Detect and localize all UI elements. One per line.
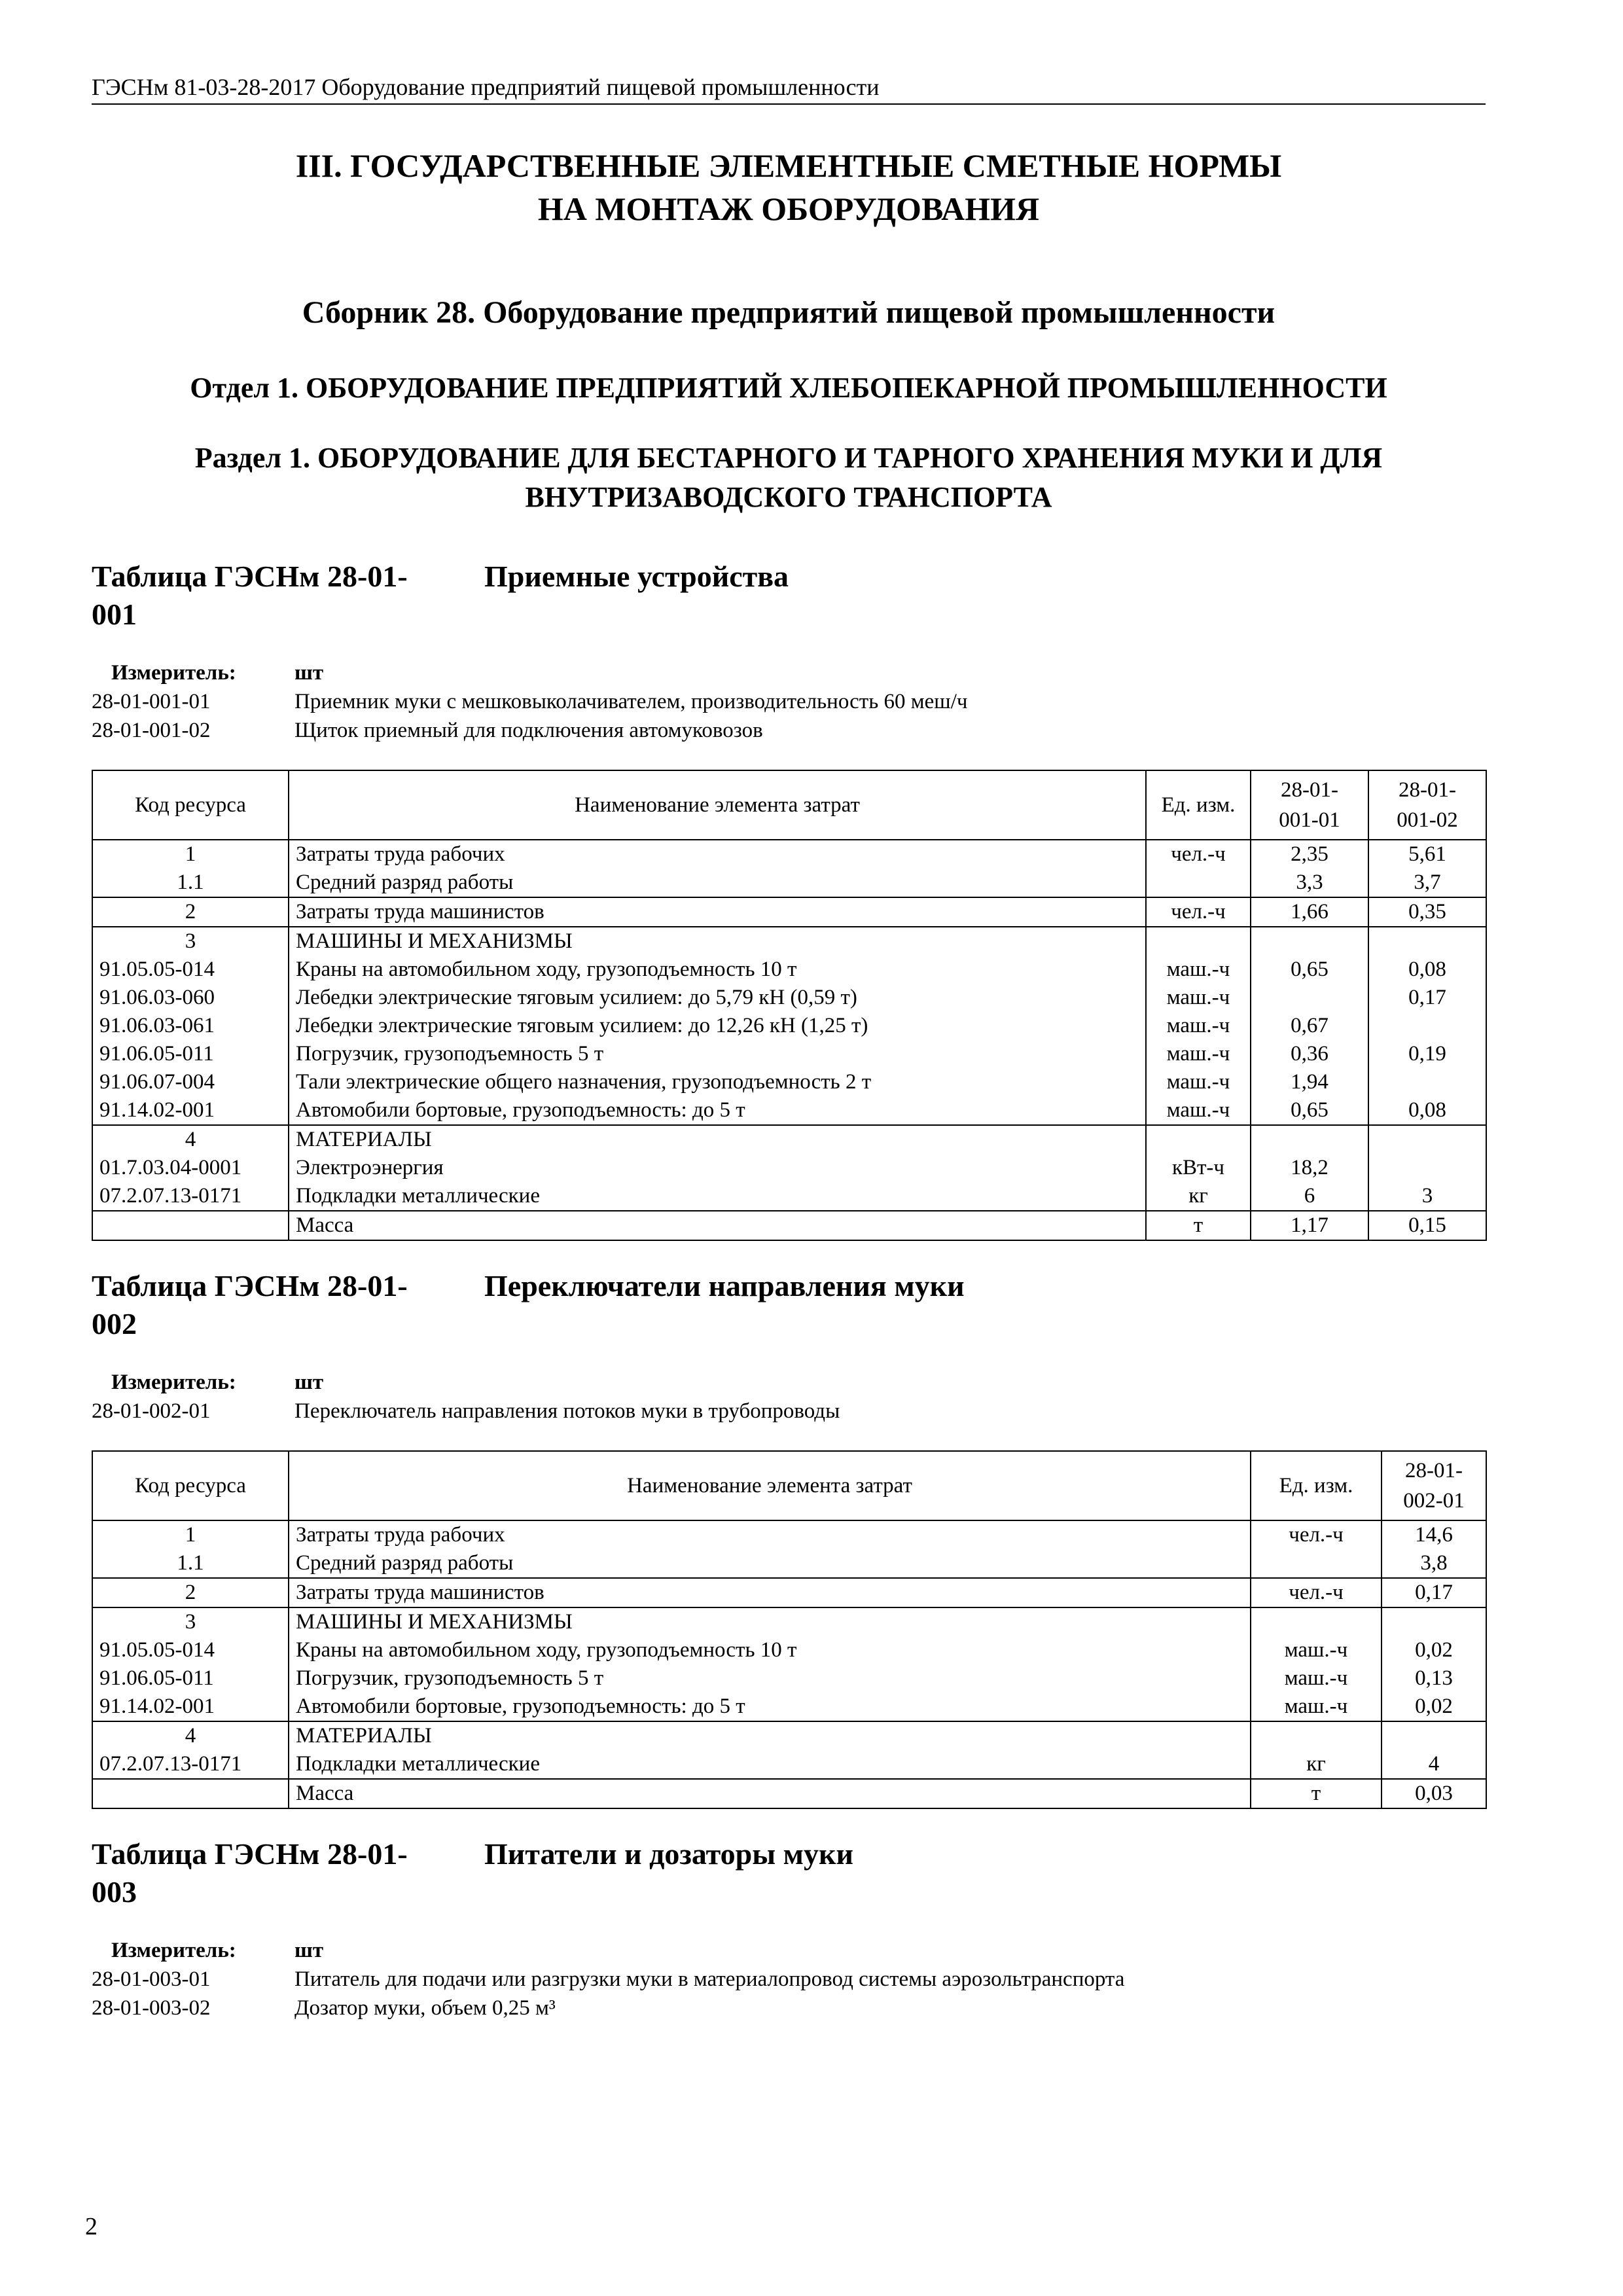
cell-value: 0,19	[1368, 1040, 1486, 1068]
cell-unit	[1146, 1125, 1251, 1154]
table-row	[92, 1520, 1486, 1549]
table-row	[92, 1693, 1486, 1721]
cell-unit	[1146, 927, 1251, 956]
table-2-name: Переключатели направления муки	[484, 1269, 965, 1302]
cell-value: 14,6	[1382, 1520, 1486, 1549]
cell-code: 1.1	[92, 1549, 289, 1578]
col-code-header: Код ресурса	[92, 770, 289, 840]
table-row	[92, 1125, 1486, 1154]
cell-name: Затраты труда рабочих	[289, 840, 1146, 869]
col-unit-header: Ед. изм.	[1251, 1451, 1382, 1520]
cell-name: Затраты труда машинистов	[289, 897, 1146, 927]
running-header: ГЭСНм 81-03-28-2017 Оборудование предприятий пищевой промышленности	[92, 72, 1486, 105]
table-row	[92, 1096, 1486, 1125]
cell-value	[1251, 984, 1368, 1012]
cell-name: Погрузчик, грузоподъемность 5 т	[289, 1664, 1251, 1693]
norm-item-text: Питатель для подачи или разгрузки муки в материалопровод системы аэрозольтранспорта	[294, 1967, 1125, 1991]
main-title-line-2: НА МОНТАЖ ОБОРУДОВАНИЯ	[537, 190, 1040, 227]
cell-name: Затраты труда машинистов	[289, 1578, 1251, 1607]
cell-value: 0,08	[1368, 956, 1486, 984]
cell-name: Средний разряд работы	[289, 1549, 1251, 1578]
cell-value: 2,35	[1251, 840, 1368, 869]
cell-value: 0,65	[1251, 956, 1368, 984]
col-name-header: Наименование элемента затрат	[289, 1451, 1251, 1520]
cell-unit: т	[1146, 1211, 1251, 1240]
cell-value: 3,8	[1382, 1549, 1486, 1578]
cell-unit	[1251, 1607, 1382, 1636]
cell-unit	[1251, 1549, 1382, 1578]
cell-value	[1382, 1721, 1486, 1750]
cell-value: 0,65	[1251, 1096, 1368, 1125]
norm-item	[92, 1994, 1486, 2022]
cell-unit: кг	[1146, 1182, 1251, 1211]
cell-unit: чел.-ч	[1251, 1520, 1382, 1549]
meter-label: Измеритель:	[111, 1939, 236, 1962]
norm-item-text: Переключатель направления потоков муки в трубопроводы	[294, 1399, 840, 1423]
meter-unit: шт	[294, 1939, 324, 1962]
norm-item-text: Дозатор муки, объем 0,25 м³	[294, 1996, 556, 2020]
cell-value: 3,3	[1251, 869, 1368, 897]
cell-unit	[1146, 869, 1251, 897]
cell-value: 0,17	[1382, 1578, 1486, 1607]
table-row	[92, 1040, 1486, 1068]
cell-code: 3	[92, 1607, 289, 1636]
table-row	[92, 1154, 1486, 1182]
cell-name: Электроэнергия	[289, 1154, 1146, 1182]
cell-name: Масса	[289, 1779, 1251, 1808]
col-name-header: Наименование элемента затрат	[289, 770, 1146, 840]
table-2-meter	[92, 1368, 1486, 1426]
norm-item-code: 28-01-002-01	[92, 1399, 211, 1423]
table-2-code	[92, 1267, 484, 1343]
cell-code: 1.1	[92, 869, 289, 897]
cell-value: 0,03	[1382, 1779, 1486, 1808]
table-row	[92, 1012, 1486, 1040]
cell-unit: чел.-ч	[1146, 840, 1251, 869]
table-row	[92, 869, 1486, 897]
cell-unit: маш.-ч	[1146, 1012, 1251, 1040]
table-row	[92, 1578, 1486, 1607]
col-norm-header: 28-01- 001-01	[1251, 770, 1368, 840]
table-3-heading	[92, 1835, 1486, 1911]
norm-item	[92, 687, 1486, 716]
cell-code: 91.06.03-060	[92, 984, 289, 1012]
norm-item	[92, 1965, 1486, 1994]
table-row	[92, 1182, 1486, 1211]
cell-unit: маш.-ч	[1146, 956, 1251, 984]
cell-code: 91.06.03-061	[92, 1012, 289, 1040]
cell-name: Затраты труда рабочих	[289, 1520, 1251, 1549]
cell-code: 07.2.07.13-0171	[92, 1182, 289, 1211]
norm-item	[92, 1397, 1486, 1426]
norm-item-code: 28-01-003-02	[92, 1996, 211, 2020]
cell-value: 0,13	[1382, 1664, 1486, 1693]
cell-code: 91.06.07-004	[92, 1068, 289, 1096]
cell-code: 2	[92, 1578, 289, 1607]
table-1-code	[92, 558, 484, 634]
table-row	[92, 1549, 1486, 1578]
table-row	[92, 1607, 1486, 1636]
meter-unit: шт	[294, 1371, 324, 1394]
table-row	[92, 840, 1486, 869]
table-2-code-line-1: Таблица ГЭСНм 28-01-	[92, 1269, 408, 1302]
table-2-code-line-2: 002	[92, 1307, 137, 1340]
cell-name: МАШИНЫ И МЕХАНИЗМЫ	[289, 927, 1146, 956]
cell-code: 91.06.05-011	[92, 1040, 289, 1068]
table-row	[92, 897, 1486, 927]
norm-item-text: Щиток приемный для подключения автомуковозов	[294, 719, 763, 742]
table-1-heading	[92, 558, 1486, 634]
cell-value: 0,17	[1368, 984, 1486, 1012]
table-3-code-line-2: 003	[92, 1875, 137, 1909]
table-3-name: Питатели и дозаторы муки	[484, 1837, 853, 1871]
table-2-heading	[92, 1267, 1486, 1343]
cell-unit: кг	[1251, 1750, 1382, 1779]
table-row	[92, 1211, 1486, 1240]
cell-name: Средний разряд работы	[289, 869, 1146, 897]
cell-value: 1,17	[1251, 1211, 1368, 1240]
cell-code: 1	[92, 840, 289, 869]
table-3-code-line-1: Таблица ГЭСНм 28-01-	[92, 1837, 408, 1871]
cell-unit: маш.-ч	[1251, 1664, 1382, 1693]
cell-value: 1,66	[1251, 897, 1368, 927]
cell-value: 1,94	[1251, 1068, 1368, 1096]
cell-value: 6	[1251, 1182, 1368, 1211]
cell-value: 0,08	[1368, 1096, 1486, 1125]
cell-unit: маш.-ч	[1146, 984, 1251, 1012]
cell-value: 4	[1382, 1750, 1486, 1779]
cell-code: 2	[92, 897, 289, 927]
cell-code: 01.7.03.04-0001	[92, 1154, 289, 1182]
col-code-header: Код ресурса	[92, 1451, 289, 1520]
cell-value	[1368, 1012, 1486, 1040]
cell-unit: маш.-ч	[1146, 1040, 1251, 1068]
col-norm-header: 28-01- 001-02	[1368, 770, 1486, 840]
cell-code	[92, 1211, 289, 1240]
table-1-code-line-1: Таблица ГЭСНм 28-01-	[92, 560, 408, 593]
col-norm-header: 28-01- 002-01	[1382, 1451, 1486, 1520]
cell-value: 0,15	[1368, 1211, 1486, 1240]
table-row	[92, 1636, 1486, 1664]
cell-value: 3,7	[1368, 869, 1486, 897]
col-unit-header: Ед. изм.	[1146, 770, 1251, 840]
table-3-meter	[92, 1936, 1486, 2022]
cell-code: 4	[92, 1125, 289, 1154]
main-title	[92, 144, 1486, 230]
cell-value: 0,02	[1382, 1636, 1486, 1664]
table-1-code-line-2: 001	[92, 598, 137, 631]
cell-code: 07.2.07.13-0171	[92, 1750, 289, 1779]
norm-item-code: 28-01-001-01	[92, 690, 211, 713]
cell-name: Погрузчик, грузоподъемность 5 т	[289, 1040, 1146, 1068]
cell-code: 91.14.02-001	[92, 1693, 289, 1721]
cell-name: Краны на автомобильном ходу, грузоподъемность 10 т	[289, 1636, 1251, 1664]
meter-unit: шт	[294, 661, 324, 685]
cell-name: Лебедки электрические тяговым усилием: до 5,79 кН (0,59 т)	[289, 984, 1146, 1012]
cell-code: 1	[92, 1520, 289, 1549]
section-title-line-1: Раздел 1. ОБОРУДОВАНИЕ ДЛЯ БЕСТАРНОГО И ТАРНОГО ХРАНЕНИЯ МУКИ И ДЛЯ	[194, 442, 1383, 474]
cell-name: Подкладки металлические	[289, 1182, 1146, 1211]
norm-item-code: 28-01-001-02	[92, 719, 211, 742]
page-number: 2	[85, 2213, 98, 2240]
collection-title: Сборник 28. Оборудование предприятий пищевой промышленности	[302, 295, 1275, 330]
cell-unit: кВт-ч	[1146, 1154, 1251, 1182]
table-1-meter	[92, 658, 1486, 745]
cell-value: 5,61	[1368, 840, 1486, 869]
cell-unit: чел.-ч	[1146, 897, 1251, 927]
cell-code: 91.14.02-001	[92, 1096, 289, 1125]
cell-name: МАТЕРИАЛЫ	[289, 1125, 1146, 1154]
table-1	[92, 770, 1487, 1241]
cell-unit: чел.-ч	[1251, 1578, 1382, 1607]
cell-unit: маш.-ч	[1251, 1636, 1382, 1664]
cell-code	[92, 1779, 289, 1808]
cell-code: 4	[92, 1721, 289, 1750]
cell-name: Масса	[289, 1211, 1146, 1240]
table-2	[92, 1450, 1487, 1809]
table-row	[92, 956, 1486, 984]
cell-value: 0,67	[1251, 1012, 1368, 1040]
table-row	[92, 984, 1486, 1012]
cell-value: 0,36	[1251, 1040, 1368, 1068]
cell-name: Тали электрические общего назначения, грузоподъемность 2 т	[289, 1068, 1146, 1096]
cell-name: Краны на автомобильном ходу, грузоподъемность 10 т	[289, 956, 1146, 984]
cell-value: 0,35	[1368, 897, 1486, 927]
norm-item-code: 28-01-003-01	[92, 1967, 211, 1991]
cell-name: Лебедки электрические тяговым усилием: до 12,26 кН (1,25 т)	[289, 1012, 1146, 1040]
cell-value	[1382, 1607, 1486, 1636]
table-row	[92, 927, 1486, 956]
cell-value	[1368, 1154, 1486, 1182]
cell-code: 91.05.05-014	[92, 1636, 289, 1664]
cell-value	[1251, 927, 1368, 956]
table-row	[92, 1721, 1486, 1750]
cell-name: МАШИНЫ И МЕХАНИЗМЫ	[289, 1607, 1251, 1636]
cell-unit: маш.-ч	[1251, 1693, 1382, 1721]
table-row	[92, 1750, 1486, 1779]
table-row	[92, 1779, 1486, 1808]
cell-unit: т	[1251, 1779, 1382, 1808]
cell-value	[1368, 1125, 1486, 1154]
cell-code: 91.06.05-011	[92, 1664, 289, 1693]
cell-value	[1368, 927, 1486, 956]
cell-value: 18,2	[1251, 1154, 1368, 1182]
department-title: Отдел 1. ОБОРУДОВАНИЕ ПРЕДПРИЯТИЙ ХЛЕБОПЕКАРНОЙ ПРОМЫШЛЕННОСТИ	[190, 372, 1387, 404]
norm-item	[92, 716, 1486, 745]
section-title	[92, 439, 1486, 517]
cell-name: МАТЕРИАЛЫ	[289, 1721, 1251, 1750]
cell-name: Автомобили бортовые, грузоподъемность: до 5 т	[289, 1693, 1251, 1721]
cell-code: 3	[92, 927, 289, 956]
norm-item-text: Приемник муки с мешковыколачивателем, производительность 60 меш/ч	[294, 690, 968, 713]
cell-unit: маш.-ч	[1146, 1068, 1251, 1096]
document-page	[92, 72, 1486, 2022]
table-1-name: Приемные устройства	[484, 560, 789, 593]
meter-label: Измеритель:	[111, 1371, 236, 1394]
table-row	[92, 1068, 1486, 1096]
cell-value	[1251, 1125, 1368, 1154]
table-row	[92, 1664, 1486, 1693]
cell-name: Автомобили бортовые, грузоподъемность: до 5 т	[289, 1096, 1146, 1125]
cell-code: 91.05.05-014	[92, 956, 289, 984]
cell-value	[1368, 1068, 1486, 1096]
section-title-line-2: ВНУТРИЗАВОДСКОГО ТРАНСПОРТА	[525, 481, 1052, 513]
cell-name: Подкладки металлические	[289, 1750, 1251, 1779]
table-3-code	[92, 1835, 484, 1911]
cell-value: 3	[1368, 1182, 1486, 1211]
main-title-line-1: III. ГОСУДАРСТВЕННЫЕ ЭЛЕМЕНТНЫЕ СМЕТНЫЕ НОРМЫ	[295, 147, 1282, 184]
cell-value: 0,02	[1382, 1693, 1486, 1721]
cell-unit: маш.-ч	[1146, 1096, 1251, 1125]
meter-label: Измеритель:	[111, 661, 236, 685]
cell-unit	[1251, 1721, 1382, 1750]
